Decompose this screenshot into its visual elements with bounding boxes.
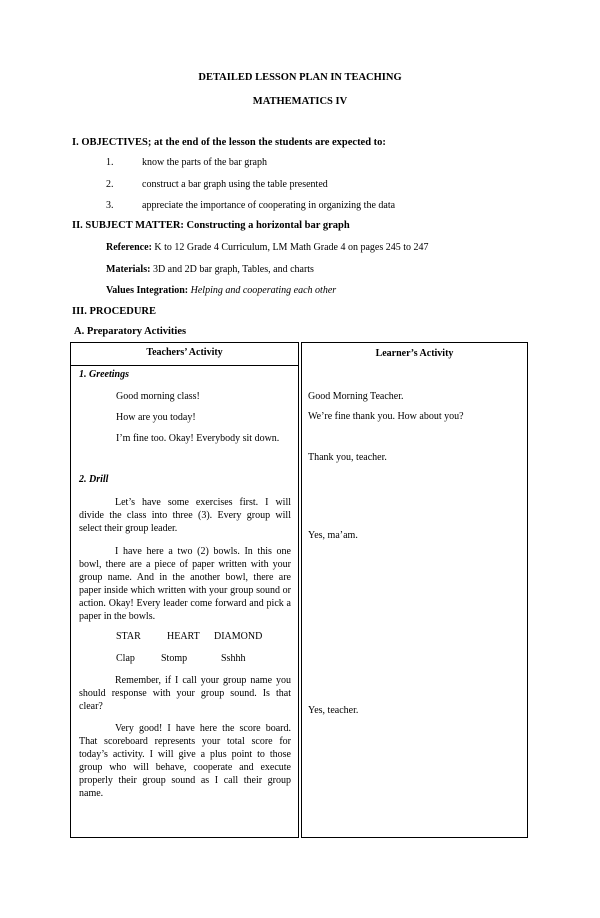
group-name: STAR bbox=[116, 631, 141, 642]
learner-response: We’re fine thank you. How about you? bbox=[308, 411, 464, 422]
teacher-activity-column bbox=[70, 342, 299, 838]
header-divider bbox=[71, 365, 298, 366]
objective-item bbox=[106, 179, 328, 190]
drill-paragraph: Let’s have some exercises first. I will divide the class into three (3). Every group will select their group leader. bbox=[79, 497, 291, 534]
objective-text: know the parts of the bar graph bbox=[142, 157, 267, 168]
objective-number: 3. bbox=[106, 200, 114, 211]
learner-activity-header: Learner’s Activity bbox=[375, 348, 454, 359]
doc-title-line1: DETAILED LESSON PLAN IN TEACHING bbox=[198, 72, 402, 83]
drill-title: 2. Drill bbox=[79, 474, 109, 485]
objective-text: construct a bar graph using the table presented bbox=[142, 179, 328, 190]
learner-response: Thank you, teacher. bbox=[308, 452, 387, 463]
materials-line bbox=[106, 264, 314, 275]
objective-item bbox=[106, 200, 395, 211]
greetings-title: 1. Greetings bbox=[79, 369, 129, 380]
subject-matter-heading: II. SUBJECT MATTER: Constructing a horizontal bar graph bbox=[72, 220, 350, 231]
values-text: Helping and cooperating each other bbox=[188, 285, 337, 296]
objective-number: 2. bbox=[106, 179, 114, 190]
objective-text: appreciate the importance of cooperating in organizing the data bbox=[142, 200, 396, 211]
reference-text: K to 12 Grade 4 Curriculum, LM Math Grade 4 on pages 245 to 247 bbox=[151, 242, 429, 253]
learner-response: Yes, ma’am. bbox=[308, 530, 358, 541]
drill-paragraph: Very good! I have here the score board. That scoreboard represents your total score for today’s activity. I will give a plus point to those group who will behave, cooperate and execute properly their group sound as I call their group name. bbox=[79, 723, 291, 799]
objective-item bbox=[106, 157, 267, 168]
learner-response: Yes, teacher. bbox=[308, 705, 359, 716]
materials-text: 3D and 2D bar graph, Tables, and charts bbox=[150, 264, 314, 275]
group-names-row bbox=[116, 631, 262, 642]
group-sounds-row bbox=[116, 653, 245, 664]
objective-number: 1. bbox=[106, 157, 114, 168]
greeting-line: I’m fine too. Okay! Everybody sit down. bbox=[116, 433, 280, 444]
drill-paragraph: I have here a two (2) bowls. In this one bowl, there are a piece of paper written with your group name. And in the another bowl, there are paper inside which written with your group sound or action. Okay! Every leader come forward and pick a paper in the bowls. bbox=[79, 546, 291, 622]
objectives-heading: I. OBJECTIVES; at the end of the lesson the students are expected to: bbox=[72, 137, 386, 148]
greeting-line: Good morning class! bbox=[116, 391, 200, 402]
group-sound: Clap bbox=[116, 653, 135, 664]
greeting-line: How are you today! bbox=[116, 412, 196, 423]
procedure-heading: III. PROCEDURE bbox=[72, 306, 157, 317]
doc-title-line2: MATHEMATICS IV bbox=[252, 96, 348, 107]
values-line bbox=[106, 285, 336, 296]
reference-line bbox=[106, 242, 429, 253]
drill-paragraph: Remember, if I call your group name you should response with your group sound. Is that clear? bbox=[79, 675, 291, 712]
group-sound: Sshhh bbox=[221, 653, 246, 664]
materials-label: Materials: bbox=[106, 264, 151, 275]
learner-response: Good Morning Teacher. bbox=[308, 391, 404, 402]
reference-label: Reference: bbox=[106, 242, 152, 253]
preparatory-heading: A. Preparatory Activities bbox=[74, 326, 187, 337]
group-sound: Stomp bbox=[161, 653, 188, 664]
learner-activity-column bbox=[301, 342, 528, 838]
group-name: DIAMOND bbox=[214, 631, 263, 642]
group-name: HEART bbox=[167, 631, 200, 642]
teacher-activity-header: Teachers’ Activity bbox=[146, 347, 223, 358]
values-label: Values Integration: bbox=[106, 285, 189, 296]
